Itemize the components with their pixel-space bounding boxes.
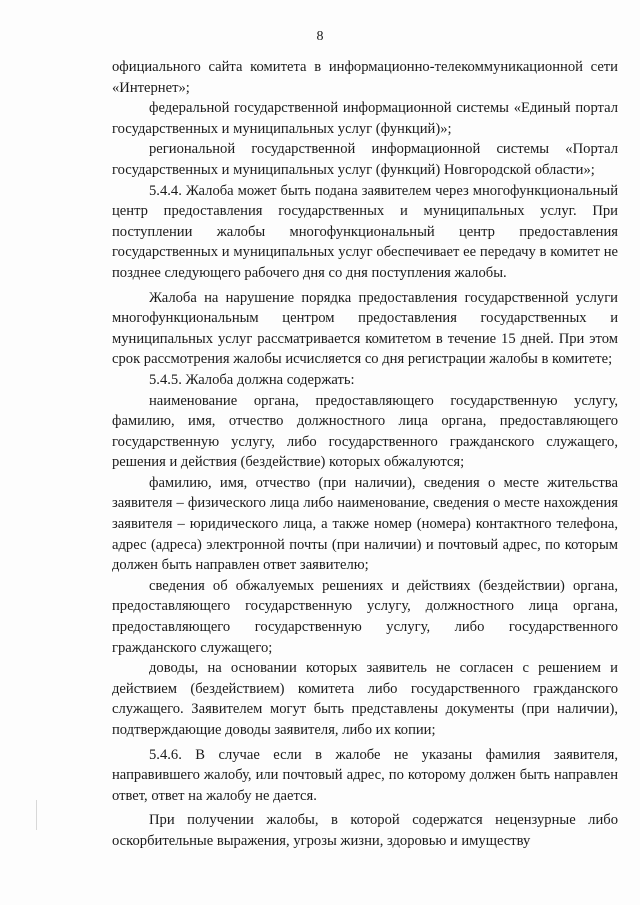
- paragraph-5-4-4: 5.4.4. Жалоба может быть подана заявителем через многофункциональный центр предоставления государственных и муниципальных услуг. При поступлении жалобы многофункциональный центр предоставления государственных и муниципальных услуг обеспечивает ее передачу в комитет не позднее следующего рабочего дня со дня поступления жалобы.: [112, 182, 618, 281]
- paragraph-5-4-6: 5.4.6. В случае если в жалобе не указаны фамилия заявителя, направившего жалобу, или почтовый адрес, по которому должен быть направлен ответ, ответ на жалобу не дается.: [112, 746, 618, 804]
- paragraph-federal-portal: федеральной государственной информационной системы «Единый портал государственных и муниципальных услуг (функций)»;: [112, 100, 618, 137]
- paragraph-regional-portal: региональной государственной информационной системы «Портал государственных и муниципальных услуг (функций) Новгородской области»;: [112, 141, 618, 178]
- paragraph-appealed-decisions: сведения об обжалуемых решениях и действиях (бездействии) органа, предоставляющего государственную услугу, должностного лица органа, предоставляющего государственную услугу, либо государственного гражданского служащего;: [112, 577, 618, 656]
- document-body: [112, 57, 618, 852]
- paragraph-5-4-5: 5.4.5. Жалоба должна содержать:: [149, 371, 355, 388]
- paragraph-arguments: доводы, на основании которых заявитель не согласен с решением и действием (бездействием) комитета либо государственного гражданского служащего. Заявителем могут быть представлены документы (при наличии), подтверждающие доводы заявителя, либо их копии;: [112, 660, 618, 738]
- page-number: 8: [316, 29, 324, 44]
- paragraph-obscene-complaint: При получении жалобы, в которой содержатся нецензурные либо оскорбительные выражения, угрозы жизни, здоровью и имуществу: [112, 812, 618, 849]
- paragraph-mfc-complaint: Жалоба на нарушение порядка предоставления государственной услуги многофункциональным центром предоставления государственных и муниципальных услуг рассматривается комитетом в течение 15 дней. При этом срок рассмотрения жалобы исчисляется со дня регистрации жалобы в комитете;: [112, 289, 618, 368]
- paragraph-website: официального сайта комитета в информационно-телекоммуникационной сети «Интернет»;: [112, 59, 618, 96]
- paragraph-organ-name: наименование органа, предоставляющего государственную услугу, фамилию, имя, отчество должностного лица органа, предоставляющего государственную услугу, либо государственного гражданского служащего, решения и действия (бездействие) которых обжалуются;: [112, 392, 618, 471]
- scan-artifact: [36, 800, 37, 830]
- paragraph-applicant-details: фамилию, имя, отчество (при наличии), сведения о месте жительства заявителя – физического лица либо наименование, сведения о месте нахождения заявителя – юридического лица, а также номер (номера) контактного телефона, адрес (адреса) электронной почты (при наличии) и почтовый адрес, по которым должен быть направлен ответ заявителю;: [112, 474, 618, 574]
